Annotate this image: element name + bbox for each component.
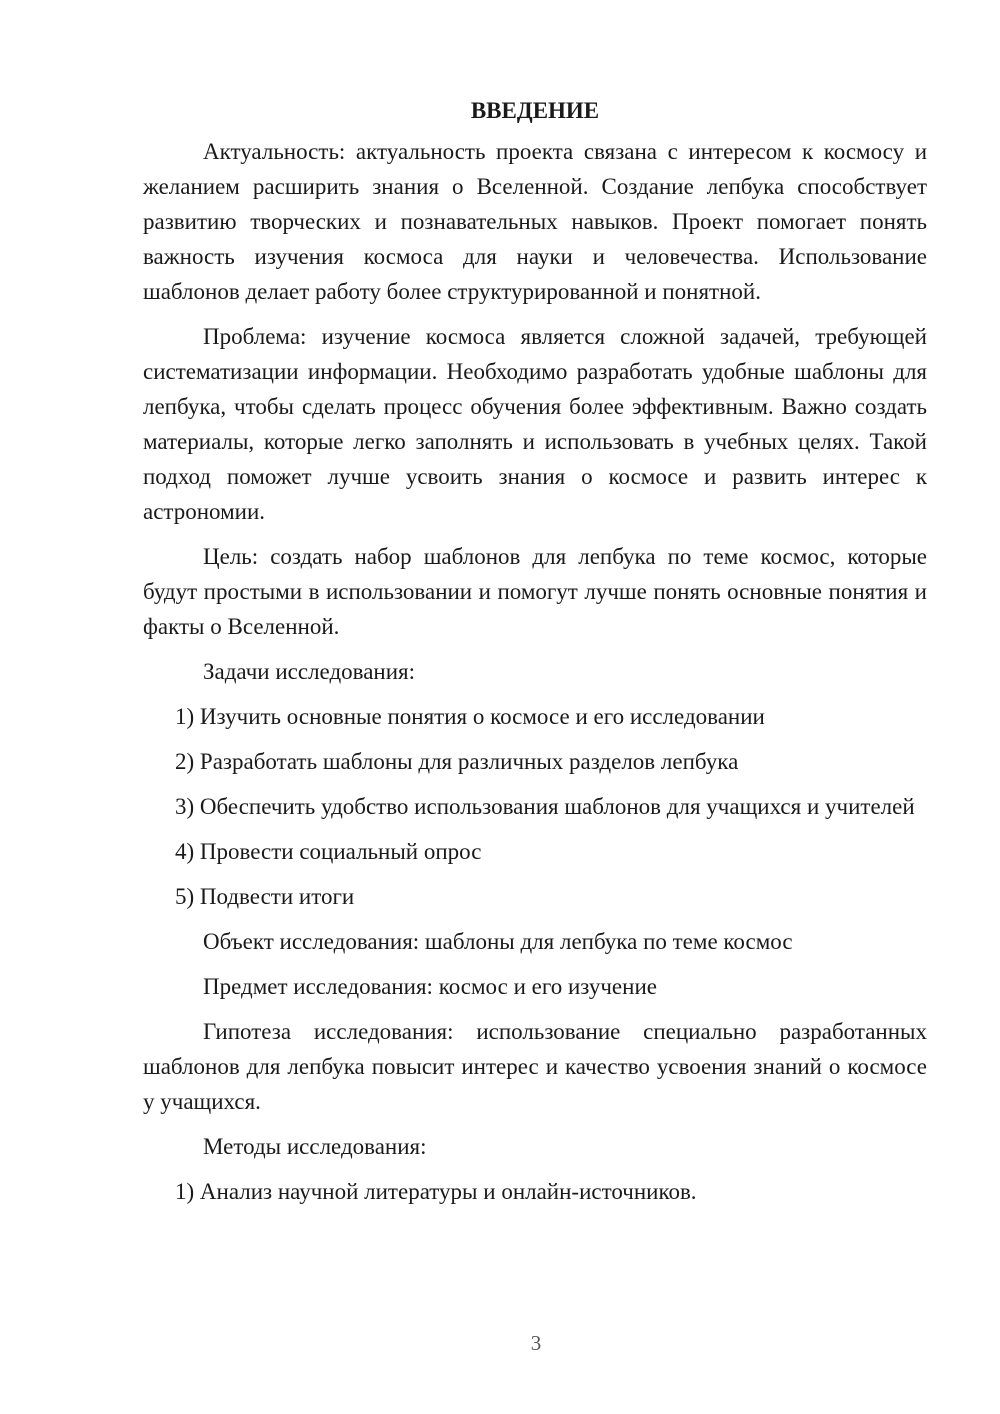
goal-paragraph: Цель: создать набор шаблонов для лепбука по теме космос, которые будут простыми в использовании и помогут лучше понять основные понятия и факты о Вселенной.	[143, 544, 927, 639]
hypothesis-paragraph: Гипотеза исследования: использование специально разработанных шаблонов для лепбука повысит интерес и качество усвоения знаний о космосе у учащихся.	[143, 1019, 927, 1114]
subject-paragraph: Предмет исследования: космос и его изучение	[203, 974, 657, 999]
page-title: ВВЕДЕНИЕ	[470, 98, 600, 123]
page-number: 3	[530, 1331, 542, 1355]
page-content	[143, 93, 927, 1219]
methods-heading: Методы исследования:	[203, 1134, 427, 1159]
task-item-3: 3) Обеспечить удобство использования шаблонов для учащихся и учителей	[175, 794, 915, 819]
task-item-1: 1) Изучить основные понятия о космосе и его исследовании	[175, 704, 765, 729]
problem-paragraph: Проблема: изучение космоса является сложной задачей, требующей систематизации информации. Необходимо разработать удобные шаблоны для лепбука, чтобы сделать процесс обучения более эффективным. Важно создать материалы, которые легко заполнять и использовать в учебных целях. Такой подход поможет лучше усвоить знания о космосе и развить интерес к астрономии.	[143, 324, 927, 524]
object-paragraph: Объект исследования: шаблоны для лепбука по теме космос	[203, 929, 793, 954]
method-item-1: 1) Анализ научной литературы и онлайн-источников.	[175, 1179, 697, 1204]
task-item-2: 2) Разработать шаблоны для различных разделов лепбука	[175, 749, 739, 774]
task-item-5: 5) Подвести итоги	[175, 884, 355, 909]
task-item-4: 4) Провести социальный опрос	[175, 839, 482, 864]
relevance-paragraph: Актуальность: актуальность проекта связана с интересом к космосу и желанием расширить знания о Вселенной. Создание лепбука способствует развитию творческих и познавательных навыков. Проект помогает понять важность изучения космоса для науки и человечества. Использование шаблонов делает работу более структурированной и понятной.	[143, 139, 927, 304]
tasks-heading: Задачи исследования:	[203, 659, 416, 684]
